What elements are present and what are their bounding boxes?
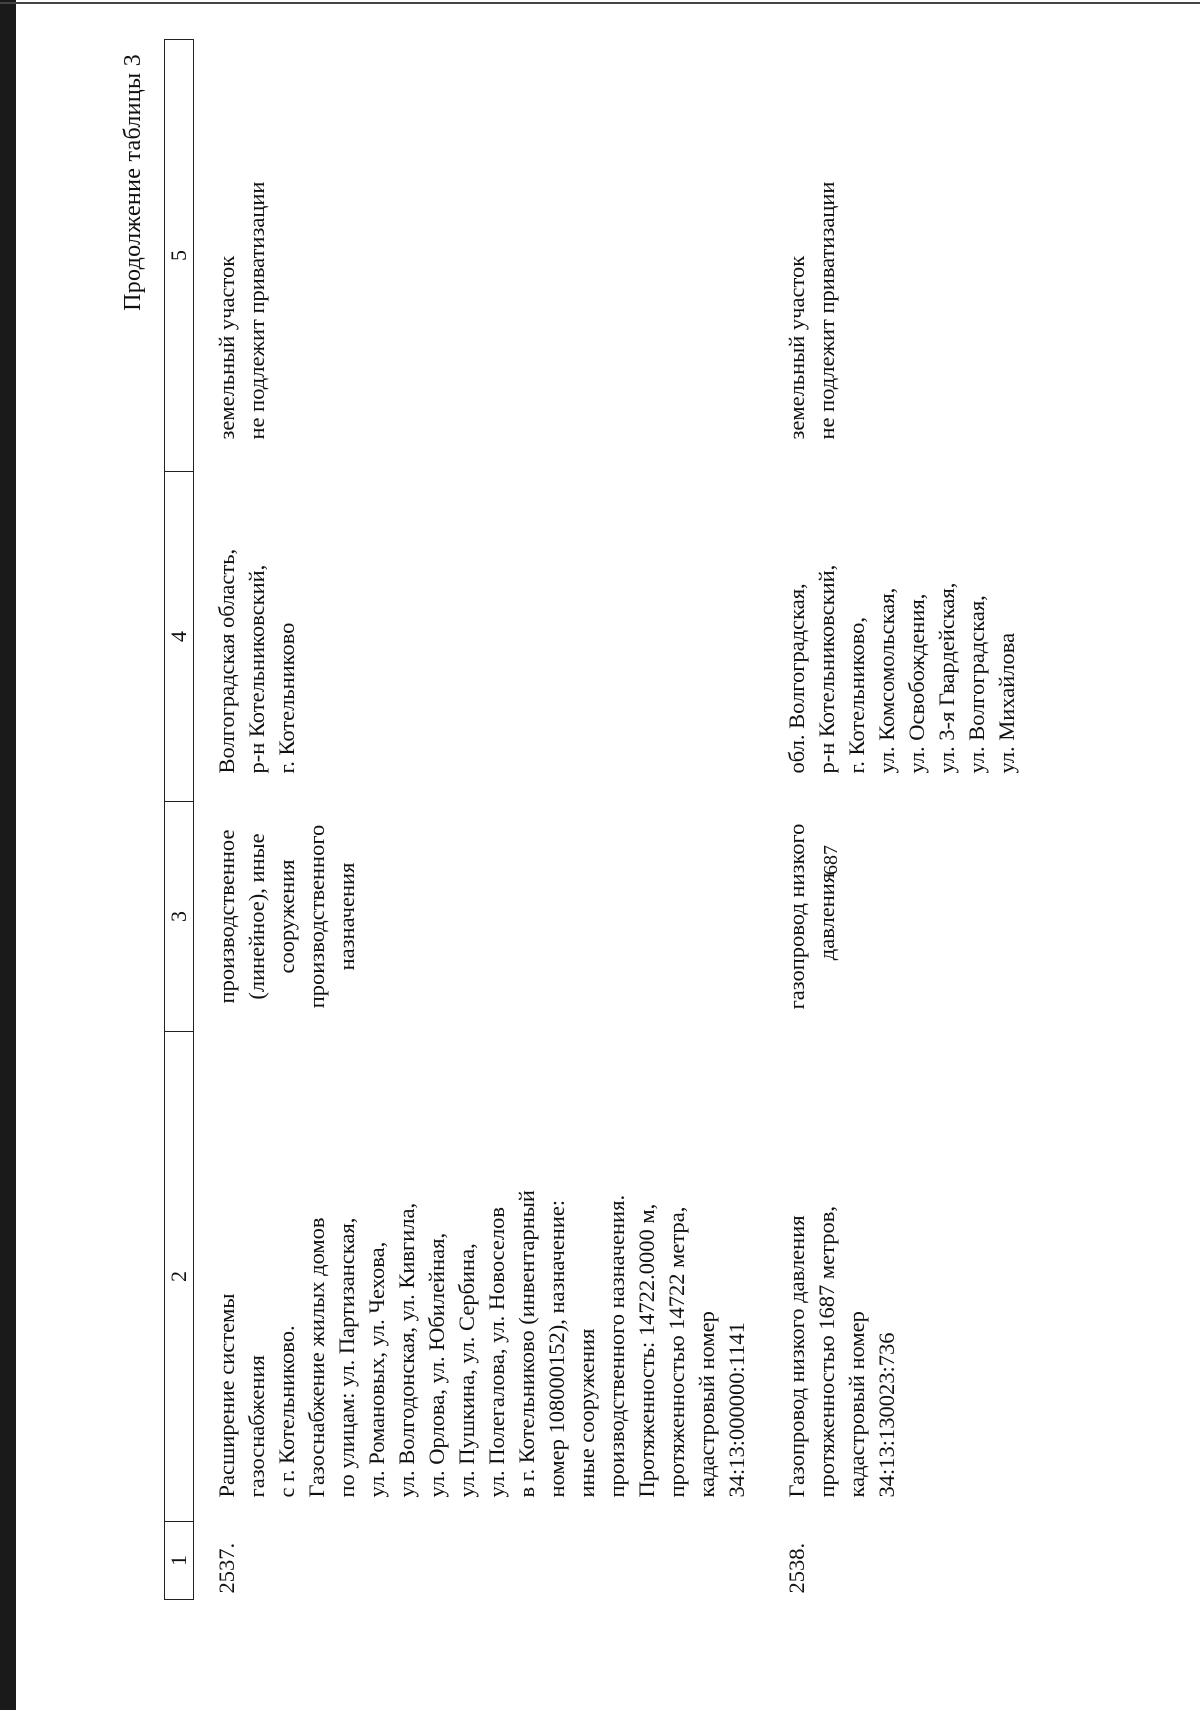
object-name-line: с г. Котельниково. [274, 1325, 299, 1498]
object-name-line: протяженностью 1687 метров, [814, 1206, 839, 1498]
column-header-5: 5 [165, 40, 194, 472]
table-caption: Продолжение таблицы 3 [120, 54, 146, 311]
note-cell [194, 40, 773, 472]
address-line: ул. 3-я Гвардейская, [934, 582, 959, 774]
row-number: 2537. [214, 1542, 239, 1594]
address-line: ул. Волгоградская, [964, 595, 989, 774]
property-table [164, 39, 1022, 1600]
object-name-line: производственного назначения. [604, 1194, 629, 1498]
address-line: Волгоградская область, [214, 548, 239, 774]
object-name-line: 34:13:000000:1141 [724, 1322, 749, 1498]
object-name-line: ул. Пушкина, ул. Сербина, [454, 1243, 479, 1498]
object-name-line: кадастровый номер [694, 1311, 719, 1498]
address-line: г. Котельниково, [844, 616, 869, 774]
object-type-cell [772, 802, 1022, 1032]
row-number: 2538. [784, 1542, 809, 1594]
address-cell [194, 472, 773, 802]
column-number-row [165, 40, 194, 1600]
object-name-line: номер 108000152), назначение: [544, 1199, 569, 1498]
object-type-line: назначения [334, 862, 359, 971]
object-name-line: в г. Котельниково (инвентарный [514, 1190, 539, 1498]
column-header-4: 4 [165, 472, 194, 802]
object-name-cell [772, 1032, 1022, 1522]
object-name-line: 34:13:130023:736 [874, 1332, 899, 1498]
column-header-2: 2 [165, 1032, 194, 1522]
address-line: р-н Котельниковский, [244, 564, 269, 774]
object-name-line: ул. Орлова, ул. Юбилейная, [424, 1232, 449, 1498]
note-line: земельный участок [214, 255, 239, 440]
table-row [772, 40, 1022, 1600]
object-name-line: ул. Романовых, ул. Чехова, [364, 1241, 389, 1498]
object-type-cell [194, 802, 773, 1032]
object-name-line: Протяженность: 14722.0000 м, [634, 1203, 659, 1498]
object-name-line: Газоснабжение жилых домов [304, 1217, 329, 1498]
address-line: обл. Волгоградская, [784, 583, 809, 774]
note-cell [772, 40, 1022, 472]
object-name-line: газоснабжения [244, 1355, 269, 1498]
object-name-line: кадастровый номер [844, 1311, 869, 1498]
object-name-cell [194, 1032, 773, 1522]
object-name-line: ул. Волгодонская, ул. Кивгила, [394, 1202, 419, 1498]
address-line: г. Котельниково [274, 622, 299, 774]
object-name-line: ул. Полегалова, ул. Новоселов [484, 1207, 509, 1498]
object-name-line: протяженностью 14722 метра, [664, 1206, 689, 1498]
table-row [194, 40, 773, 1600]
rotated-page [120, 40, 1160, 1680]
object-name-line: Расширение системы [214, 1293, 239, 1498]
object-name-line: иные сооружения [574, 1328, 599, 1498]
note-line: земельный участок [784, 255, 809, 440]
scan-top-edge [0, 2, 1200, 4]
object-type-line: сооружения [274, 859, 299, 974]
address-cell [772, 472, 1022, 802]
object-type-line: производственное [214, 829, 239, 1004]
object-type-line: газопровод низкого [784, 823, 809, 1010]
page-number: 687 [820, 845, 842, 875]
object-type-line: (линейное), иные [244, 833, 269, 1000]
column-header-1: 1 [165, 1522, 194, 1600]
address-line: ул. Освобождения, [904, 593, 929, 774]
column-header-3: 3 [165, 802, 194, 1032]
address-line: ул. Михайлова [994, 632, 1019, 774]
object-type-line: давления [814, 872, 839, 961]
object-type-line: производственного [304, 824, 329, 1009]
note-line: не подлежит приватизации [244, 181, 269, 440]
object-name-line: по улицам: ул. Партизанская, [334, 1217, 359, 1498]
address-line: ул. Комсомольская, [874, 587, 899, 774]
note-line: не подлежит приватизации [814, 181, 839, 440]
scan-edge [0, 0, 16, 1710]
object-name-line: Газопровод низкого давления [784, 1215, 809, 1498]
address-line: р-н Котельниковский, [814, 564, 839, 774]
